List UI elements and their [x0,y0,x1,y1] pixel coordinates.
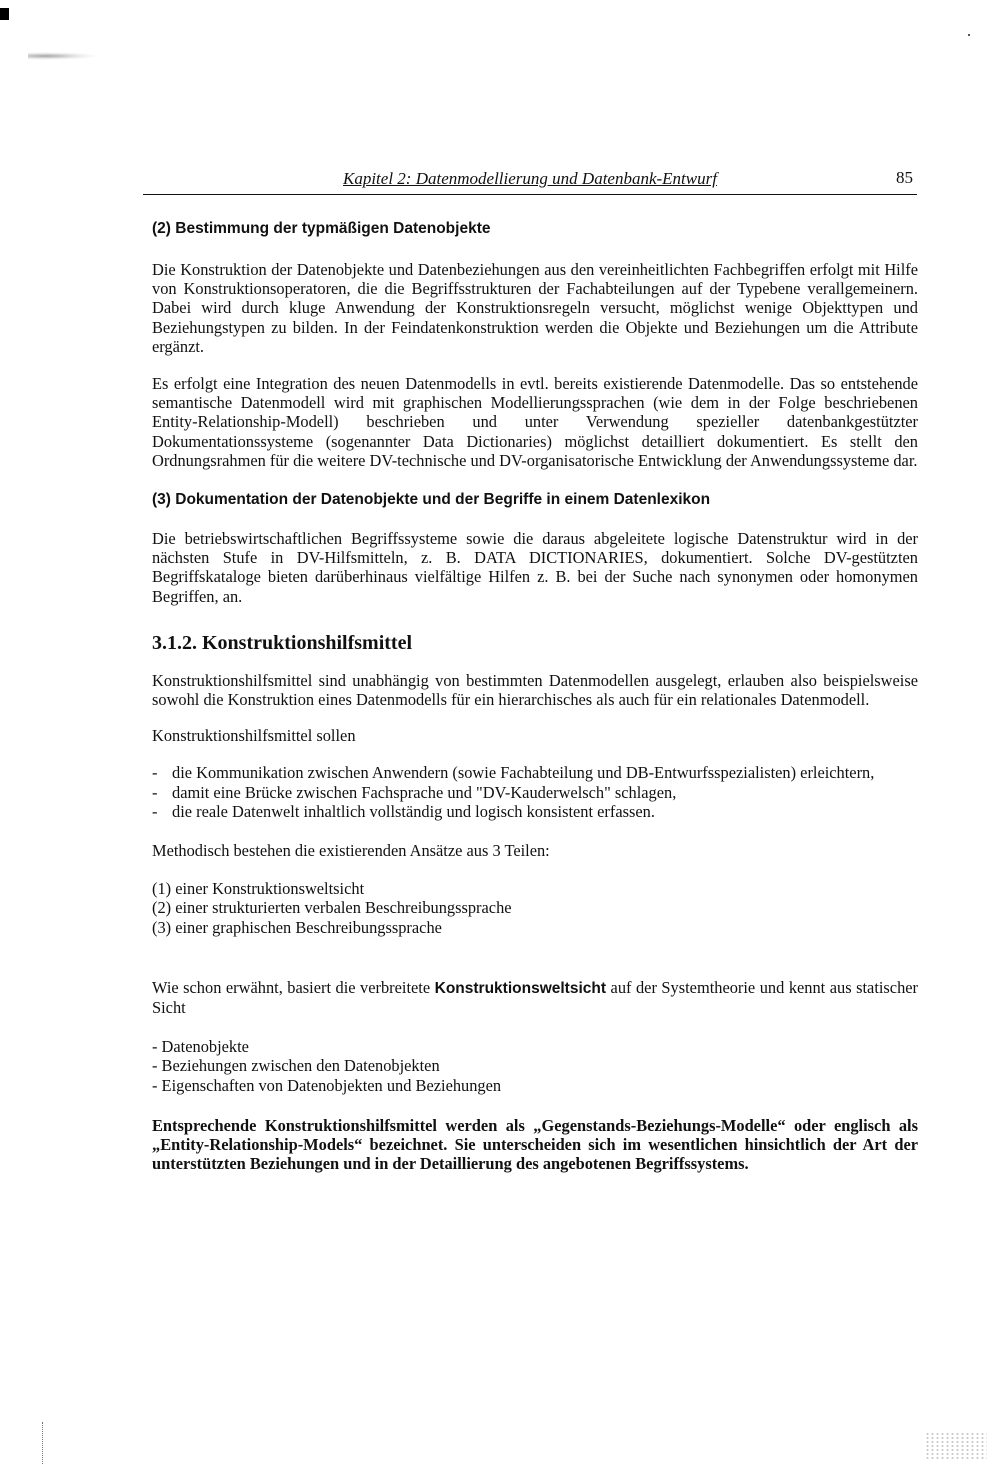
section-3-1-2-paragraph-5: Entsprechende Konstruktionshilfsmittel werden als „Gegenstands-Beziehungs-Modelle“ oder englisch als „Entity-Relationship-Models“ bezeichnet. Sie unterscheiden sich im wesentlichen hinsichtlich der Art der unterstützten Beziehungen und in der Detaillierung des angebotenen Begriffssystems. [152,1115,918,1174]
list-item: (2) einer strukturierten verbalen Beschreibungssprache [152,898,512,918]
section-3-1-2-paragraph-3: Methodisch bestehen die existierenden Ansätze aus 3 Teilen: [152,841,550,861]
parts-list [152,879,918,937]
page-header [143,168,917,195]
list-item: (3) einer graphischen Beschreibungssprache [152,917,442,937]
section-3-1-2-paragraph-4 [152,978,918,1017]
paragraph-text: Wie schon erwähnt, basiert die verbreitete [152,977,435,997]
section-2-paragraph-2: Es erfolgt eine Integration des neuen Datenmodells in evtl. bereits existierende Datenmodelle. Das so entstehende semantische Datenmodell wird mit graphischen Modellierungssprachen (wie dem in der Folge beschriebenen Entity-Relationship-Modell) beschrieben und unter Verwendung spezieller datenbankgestützter Dokumentationssysteme (sogenannter Data Dictionaries) möglichst detailliert dokumentiert. Es stellt den Ordnungsrahmen für die weitere DV-technische und DV-organisatorische Entwicklung der Anwendungssysteme dar. [152,374,918,470]
section-2-paragraph-1: Die Konstruktion der Datenobjekte und Datenbeziehungen aus den vereinheitlichten Fachbegriffen erfolgt mit Hilfe von Konstruktionsoperatoren, die die Begriffsstrukturen der Fachabteilungen auf der Typebene verallgemeinern. Dabei wird durch kluge Anwendung der Konstruktionsregeln versucht, möglichst wenige Objekttypen und Beziehungstypen zu bilden. In der Feindatenkonstruktion werden die Objekte und Beziehungen um die Attribute ergänzt. [152,260,918,356]
scan-smudge [28,52,98,60]
scan-noise [925,1432,987,1460]
list-item: - damit eine Brücke zwischen Fachsprache und "DV-Kauderwelsch" schlagen, [152,783,918,802]
section-3-heading: (3) Dokumentation der Datenobjekte und der Begriffe in einem Datenlexikon [152,491,711,509]
list-item: - die reale Datenwelt inhaltlich vollständig und logisch konsistent erfassen. [152,802,918,821]
section-3-1-2-paragraph-1: Konstruktionshilfsmittel sind unabhängig von bestimmten Datenmodellen ausgelegt, erlauben also beispielsweise sowohl die Konstruktion eines Datenmodells für ein hierarchisches als auch für ein relationales Datenmodell. [152,670,918,710]
page-body [152,218,918,1174]
static-view-list [152,1037,918,1095]
page-number: 85 [896,168,913,187]
section-3-1-2-title: 3.1.2. Konstruktionshilfsmittel [152,631,413,654]
list-item: - Beziehungen zwischen den Datenobjekten [152,1056,440,1076]
emphasized-term: Konstruktionsweltsicht [434,979,607,997]
section-2-heading: (2) Bestimmung der typmäßigen Datenobjekte [152,220,491,237]
section-3-paragraph-1: Die betriebswirtschaftlichen Begriffssysteme sowie die daraus abgeleitete logische Datenstruktur wird in der nächsten Stufe in DV-Hilfsmitteln, z. B. DATA DICTIONARIES, dokumentiert. Solche DV-gestützten Begriffskataloge bieten darüberhinaus vielfältige Hilfen z. B. bei der Suche nach synonymen oder homonymen Begriffen, an. [152,529,918,606]
list-item: - Eigenschaften von Datenobjekten und Beziehungen [152,1075,502,1095]
goals-list [152,763,918,821]
scan-speck [968,34,970,36]
list-item: - die Kommunikation zwischen Anwendern (sowie Fachabteilung und DB-Entwurfsspezialisten) erleichtern, [152,763,918,782]
chapter-title: Kapitel 2: Datenmodellierung und Datenbank-Entwurf [343,169,717,188]
paragraph-text: auf der Systemtheorie und kennt aus statischer Sicht [152,977,919,1018]
list-item: - Datenobjekte [152,1037,249,1057]
scan-margin-line [42,1422,44,1464]
section-3-1-2-paragraph-2: Konstruktionshilfsmittel sollen [152,726,356,746]
list-item: (1) einer Konstruktionsweltsicht [152,879,365,899]
scan-corner-mark [0,8,9,20]
